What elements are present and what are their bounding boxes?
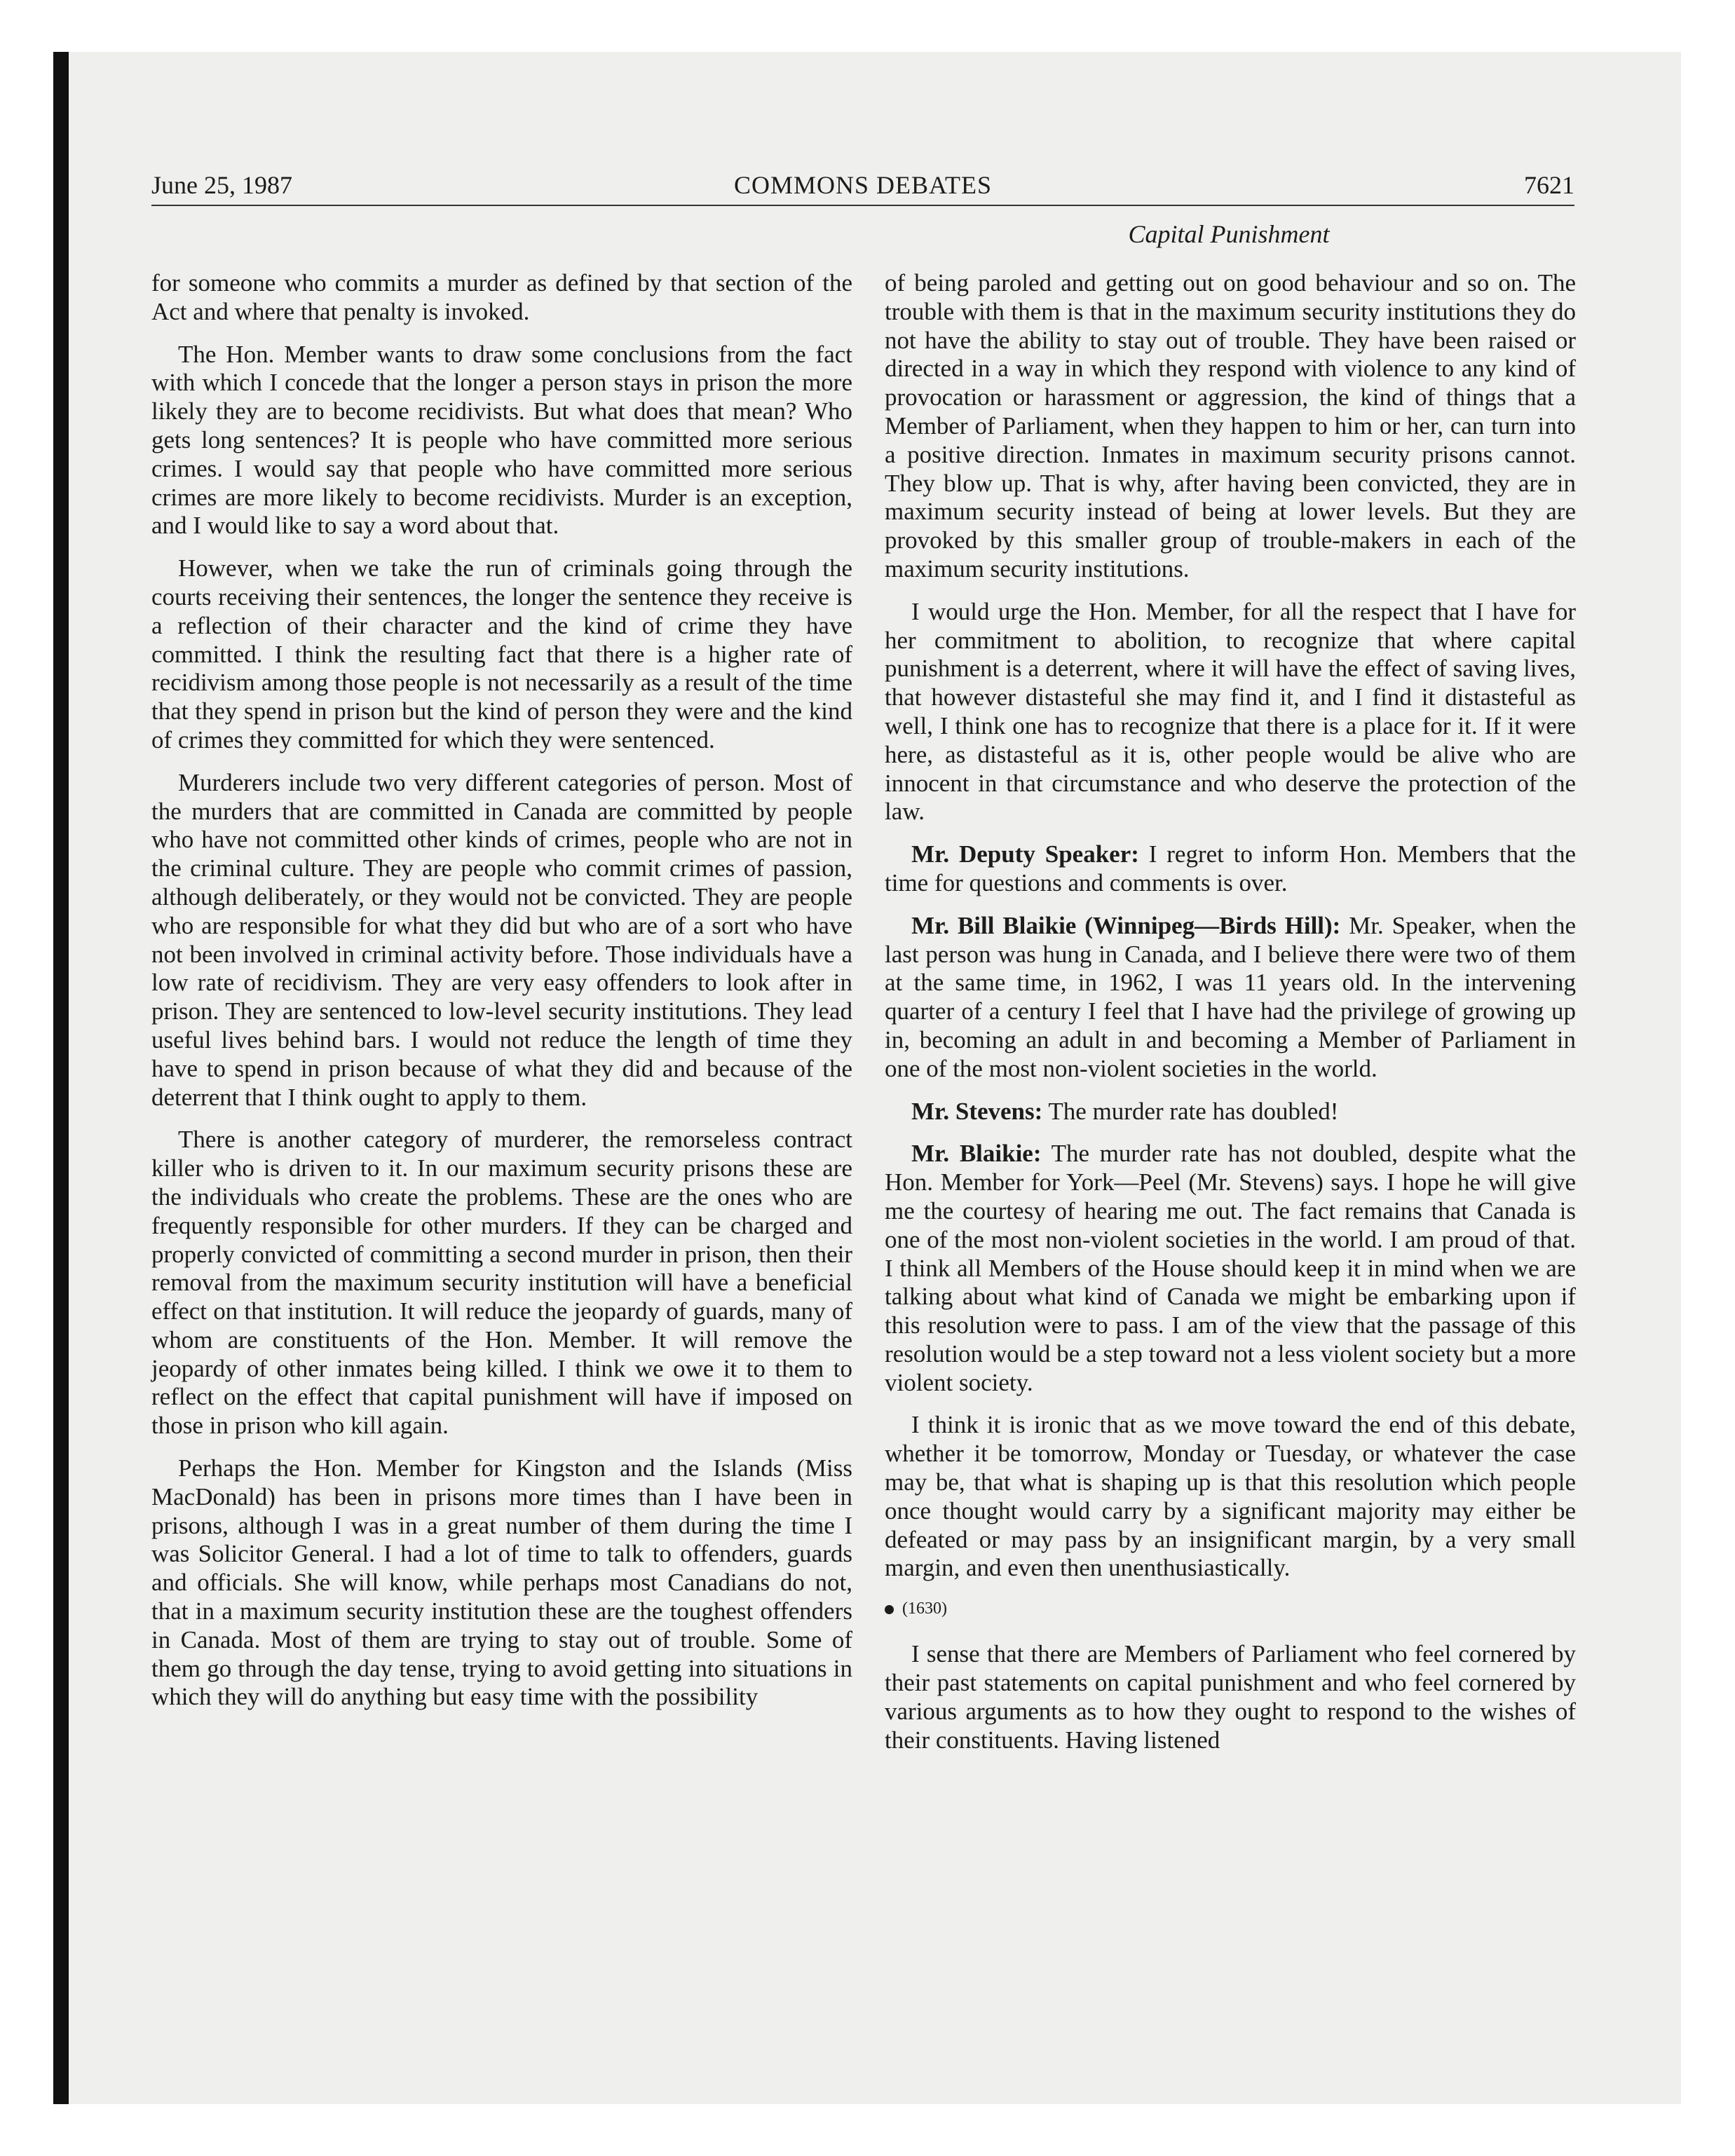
paragraph: The Hon. Member wants to draw some conclusions from the fact with which I concede that the longer a person stays in prison the more likely they are to become recidivists. But what does that mean? Who gets long sentences? It is people who have committed more serious crimes. I would say that people who have committed more serious crimes are more likely to become recidivists. Murder is an exception, and I would like to say a word about that. (151, 340, 852, 540)
speech-paragraph (885, 912, 1576, 1084)
header-date: June 25, 1987 (151, 171, 292, 199)
speech-text: The murder rate has doubled! (1042, 1097, 1339, 1125)
paragraph: However, when we take the run of criminals going through the courts receiving their sentences, the longer the sentence they receive is a reflection of their character and the kind of crime they have committed. I think the resulting fact that there is a higher rate of recidivism among those people is not necessarily as a result of the time that they spend in prison but the kind of person they were and the kind of crimes they committed for which they were sentenced. (151, 554, 852, 753)
speech-paragraph (885, 1140, 1576, 1397)
paragraph: of being paroled and getting out on good behaviour and so on. The trouble with them is that in the maximum security institutions they do not have the ability to stay out of trouble. They have been raised or directed in a way in which they respond with violence to any kind of provocation or harassment or aggression, the kind of things that a Member of Parliament, when they happen to him or her, can turn into a positive direction. Inmates in maximum security prisons cannot. They blow up. That is why, after having been convicted, they are in maximum security instead of being at lower levels. But they are provoked by this smaller group of trouble-makers in each of the maximum security institutions. (885, 269, 1576, 582)
paragraph: I would urge the Hon. Member, for all the respect that I have for her commitment to abolition, to recognize that where capital punishment is a deterrent, where it will have the effect of saving lives, that however distasteful she may find it, and I find it distasteful as well, I think one has to recognize that there is a place for it. If it were here, as distasteful as it is, other people would be alive who are innocent in that circumstance and who deserve the protection of the law. (885, 597, 1576, 826)
speech-text: I regret to inform Hon. Members that the time for questions and comments is over. (885, 840, 1576, 896)
bullet-icon (885, 1605, 894, 1614)
right-column (885, 269, 1576, 1768)
paragraph: for someone who commits a murder as defined by that section of the Act and where that penalty is invoked. (151, 269, 852, 325)
speech-paragraph (885, 1098, 1576, 1126)
scan-border (53, 52, 69, 2104)
paragraph: Murderers include two very different categories of person. Most of the murders that are committed in Canada are committed by people who have not committed other kinds of crimes, people who are not in the criminal culture. They are people who commit crimes of passion, although deliberately, or they would not be convicted. They are people who are responsible for what they did but who are of a sort who have not been involved in criminal activity before. Those individuals have a low rate of recidivism. They are very easy offenders to look after in prison. They are sentenced to low-level security institutions. They lead useful lives behind bars. I would not reduce the length of time they have to spend in prison because of what they did and because of the deterrent that I think ought to apply to them. (151, 768, 852, 1111)
paragraph: I think it is ironic that as we move toward the end of this debate, whether it be tomorrow, Monday or Tuesday, or whatever the case may be, that what is shaping up is that this resolution which people once thought would carry by a significant majority may either be defeated or may pass by an insignificant margin, by a very small margin, and even then unenthusiastically. (885, 1411, 1576, 1582)
time-marker (885, 1598, 1576, 1619)
paragraph: Perhaps the Hon. Member for Kingston and the Islands (Miss MacDonald) has been in prisons more times than I have been in prisons, although I was in a great number of them during the time I was Solicitor General. I had a lot of time to talk to offenders, guards and officials. She will know, while perhaps most Canadians do not, that in a maximum security institution these are the toughest offenders in Canada. Most of them are trying to stay out of trouble. Some of them go through the day tense, trying to avoid getting into situations in which they will do anything but easy time with the possibility (151, 1454, 852, 1711)
speech-paragraph (885, 840, 1576, 898)
speech-text: Mr. Speaker, when the last person was hung in Canada, and I believe there were two of them at the same time, in 1962, I was 11 years old. In the intervening quarter of a century I feel that I have had the privilege of growing up in, becoming an adult in and becoming a Member of Parliament in one of the most non-violent societies in the world. (885, 911, 1576, 1082)
page-header (151, 165, 1574, 206)
paragraph: There is another category of murderer, the remorseless contract killer who is driven to it. In our maximum security prisons these are the individuals who create the problems. These are the ones who are frequently responsible for other murders. If they can be charged and properly convicted of committing a second murder in prison, then their removal from the maximum security institution will have a beneficial effect on that institution. It will reduce the jeopardy of guards, many of whom are constituents of the Hon. Member. It will remove the jeopardy of other inmates being killed. I think we owe it to them to reflect on the effect that capital punishment will have if imposed on those in prison who kill again. (151, 1126, 852, 1440)
section-title: Capital Punishment (1128, 220, 1330, 248)
time-marker-text: (1630) (902, 1599, 947, 1618)
page-number: 7621 (1524, 171, 1574, 199)
speaker-name: Mr. Deputy Speaker: (911, 840, 1139, 868)
header-title: COMMONS DEBATES (733, 171, 993, 199)
paragraph: I sense that there are Members of Parliament who feel cornered by their past statements on capital punishment and who feel cornered by various arguments as to how they ought to respond to the wishes of their constituents. Having listened (885, 1640, 1576, 1754)
left-column (151, 269, 852, 1726)
speaker-name: Mr. Bill Blaikie (Winnipeg—Birds Hill): (911, 911, 1341, 939)
speech-text: The murder rate has not doubled, despite what the Hon. Member for York—Peel (Mr. Stevens) says. I hope he will give me the courtesy of hearing me out. The fact remains that Canada is one of the most non-violent societies in the world. I am proud of that. I think all Members of the House should keep it in mind when we are talking about what kind of Canada we might be embarking upon if this resolution were to pass. I am of the view that the passage of this resolution would be a step toward not a less violent society but a more violent society. (885, 1140, 1577, 1396)
speaker-name: Mr. Blaikie: (911, 1140, 1042, 1168)
speaker-name: Mr. Stevens: (911, 1097, 1043, 1125)
